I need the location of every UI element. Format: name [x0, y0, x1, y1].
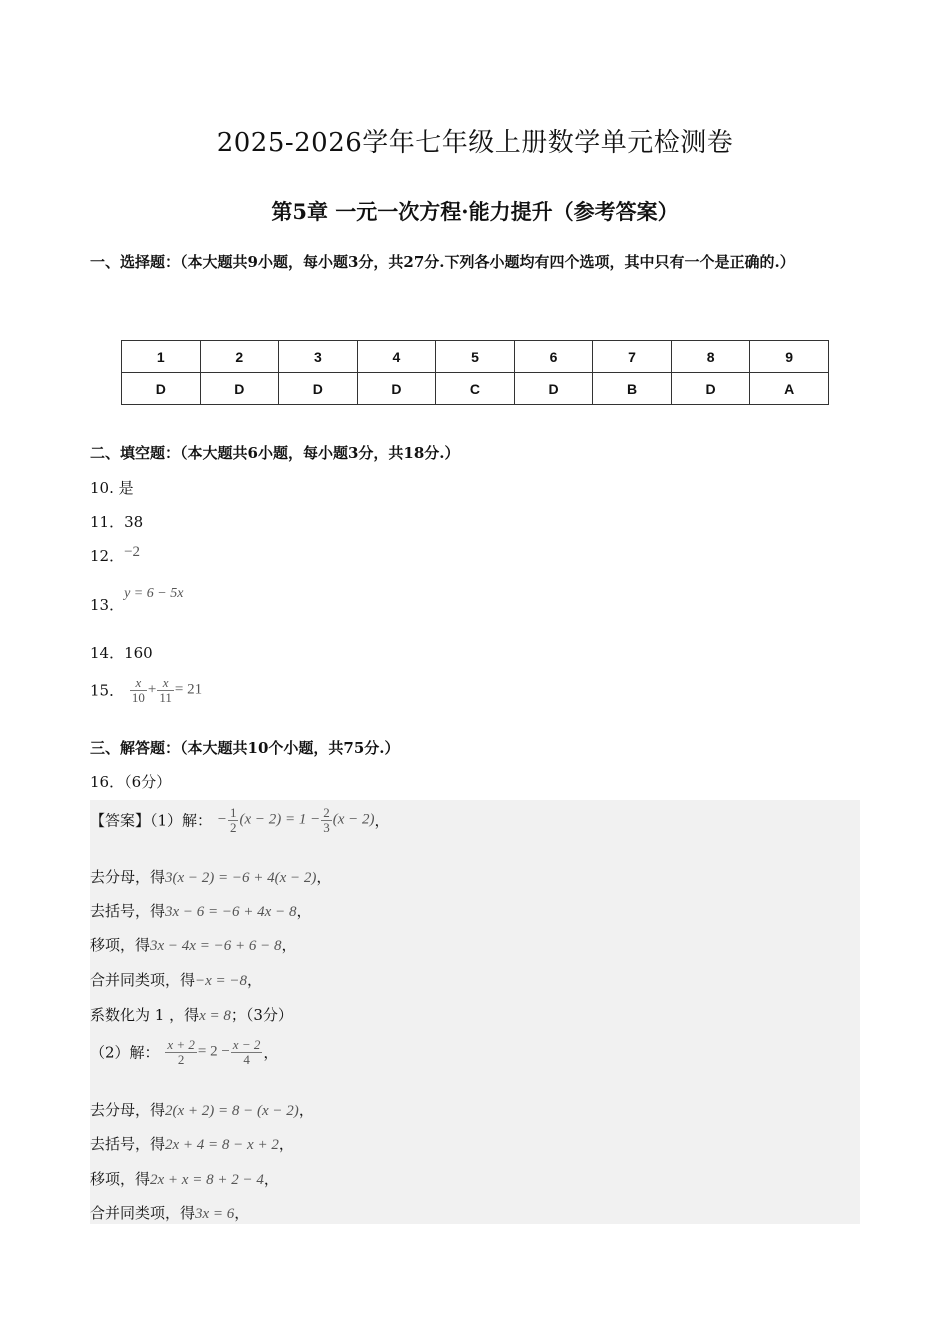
q16-step [90, 934, 296, 955]
step-tail: ， [263, 1170, 279, 1188]
item-number: 15． [90, 681, 125, 700]
step-label: 系数化为 1 ，得 [90, 1006, 200, 1024]
answer-table [121, 340, 829, 405]
step-label: 合并同类项，得 [90, 1204, 196, 1222]
item-number: 11． [90, 513, 125, 531]
q16-step [90, 1133, 294, 1154]
step-math: −x = −8 [195, 973, 248, 989]
step-tail: ， [298, 1101, 314, 1119]
equation-end: (x − 2) [332, 811, 375, 828]
table-cell: 5 [436, 341, 515, 373]
step-tail: ；（3分） [230, 1006, 293, 1024]
q16-part2-equation [90, 1038, 278, 1066]
item-number: 13． [90, 596, 125, 614]
numerator: 2 [323, 805, 330, 820]
numerator: x [157, 676, 174, 691]
equation-middle: = 2 − [197, 1043, 230, 1060]
step-math: 3x − 6 = −6 + 4x − 8 [165, 904, 297, 920]
step-math: 3x = 6 [195, 1206, 235, 1222]
numerator: x + 2 [167, 1037, 195, 1052]
section3-heading: 三、解答题：（本大题共10个小题，共75分.） [90, 739, 400, 757]
step-label: 去括号，得 [90, 1135, 166, 1153]
table-cell: B [593, 373, 672, 405]
table-cell: D [671, 373, 750, 405]
denominator: 2 [177, 1051, 185, 1067]
item-number: 14． [90, 644, 125, 662]
table-cell: D [122, 373, 201, 405]
item-answer: −2 [124, 544, 141, 560]
minus-sign: − [216, 811, 227, 828]
step-tail: ， [296, 902, 312, 920]
item-answer: 160 [124, 644, 153, 662]
q16-step [90, 1099, 314, 1120]
part2-label: （2）解： [90, 1043, 160, 1062]
punctuation: ， [263, 1043, 279, 1062]
equation-rest: = 21 [174, 681, 203, 698]
q16-step [90, 1004, 293, 1025]
fraction [130, 676, 147, 704]
fraction [228, 806, 239, 834]
table-cell: 2 [200, 341, 279, 373]
step-label: 移项，得 [90, 1170, 151, 1188]
denominator: 11 [159, 689, 172, 705]
q16-step [90, 1168, 279, 1189]
q16-step [90, 1202, 249, 1223]
q16-part1-equation [90, 806, 390, 834]
item-answer: y = 6 − 5x [124, 586, 184, 601]
fraction [231, 1038, 263, 1066]
denominator: 3 [323, 819, 330, 835]
section2-heading: 二、填空题：（本大题共6小题，每小题3分，共18分.） [90, 444, 460, 462]
equation-middle: (x − 2) = 1 − [239, 811, 321, 828]
step-label: 去括号，得 [90, 902, 166, 920]
denominator: 4 [243, 1051, 250, 1067]
fraction [321, 806, 332, 834]
table-cell: 1 [122, 341, 201, 373]
step-label: 去分母，得 [90, 868, 166, 886]
table-cell: 7 [593, 341, 672, 373]
fill-item-10 [90, 477, 134, 498]
fill-item-13 [90, 586, 184, 615]
step-tail: ， [278, 1135, 294, 1153]
step-math: 2x + x = 8 + 2 − 4 [150, 1172, 264, 1188]
step-math: 3x − 4x = −6 + 6 − 8 [150, 938, 282, 954]
fill-item-11 [90, 511, 143, 532]
punctuation: ， [374, 811, 390, 830]
page-subtitle: 第5章 一元一次方程·能力提升（参考答案） [271, 199, 679, 224]
q16-step [90, 969, 262, 990]
table-cell: 8 [671, 341, 750, 373]
fill-item-15 [90, 676, 202, 704]
answer-table-header-row [122, 341, 829, 373]
step-math: x = 8 [199, 1008, 231, 1024]
numerator: 1 [229, 805, 237, 820]
table-cell: D [357, 373, 436, 405]
q16-step [90, 866, 331, 887]
item-answer: 是 [118, 479, 134, 497]
table-cell: 6 [514, 341, 593, 373]
table-cell: D [200, 373, 279, 405]
page-title: 2025-2026学年七年级上册数学单元检测卷 [216, 128, 734, 158]
numerator: x [130, 676, 147, 691]
step-label: 合并同类项，得 [90, 971, 196, 989]
item-number: 12． [90, 547, 125, 565]
table-cell: D [514, 373, 593, 405]
table-cell: 3 [279, 341, 358, 373]
table-cell: D [279, 373, 358, 405]
answer-tag: 【答案】（1）解： [90, 811, 213, 830]
step-math: 2x + 4 = 8 − x + 2 [165, 1137, 279, 1153]
table-cell: 4 [357, 341, 436, 373]
fill-item-14 [90, 642, 153, 663]
section1-heading: 一、选择题：（本大题共9小题，每小题3分，共27分.下列各小题均有四个选项，其中只有一个是正确的.） [90, 253, 795, 271]
denominator: 2 [229, 819, 237, 835]
denominator: 10 [131, 689, 145, 705]
step-tail: ， [281, 936, 297, 954]
numerator: x − 2 [232, 1037, 261, 1052]
fraction [165, 1038, 197, 1066]
fill-item-12 [90, 545, 140, 566]
step-tail: ， [316, 868, 332, 886]
step-label: 去分母，得 [90, 1101, 166, 1119]
step-label: 移项，得 [90, 936, 151, 954]
step-tail: ， [247, 971, 263, 989]
plus-sign: + [147, 681, 157, 698]
item-number: 10. [90, 479, 114, 497]
step-tail: ， [234, 1204, 250, 1222]
q16-step [90, 900, 311, 921]
fraction [157, 676, 174, 704]
table-cell: 9 [750, 341, 829, 373]
step-math: 3(x − 2) = −6 + 4(x − 2) [165, 870, 317, 886]
table-cell: A [750, 373, 829, 405]
step-math: 2(x + 2) = 8 − (x − 2) [165, 1103, 299, 1119]
table-cell: C [436, 373, 515, 405]
item-answer: 38 [124, 513, 144, 531]
answer-table-answer-row [122, 373, 829, 405]
question-16-label: 16．（6分） [90, 773, 172, 791]
